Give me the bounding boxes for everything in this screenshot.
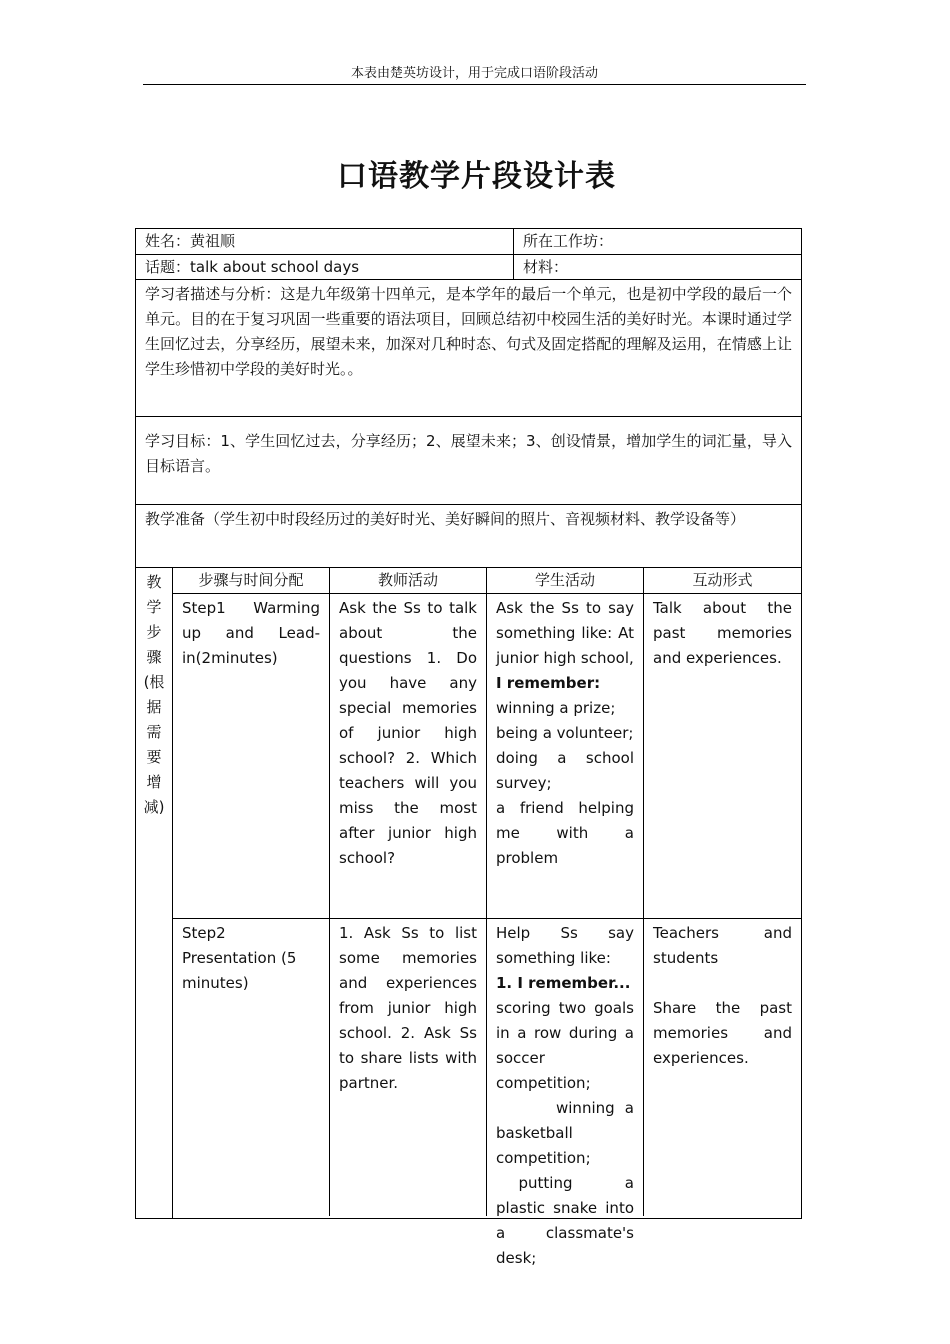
column-header-interaction: 互动形式 — [692, 571, 753, 589]
materials-field: 材料： — [523, 258, 569, 276]
column-header-teacher: 教师活动 — [330, 568, 487, 593]
teaching-steps-section — [136, 568, 801, 1267]
step2-student-bold: 1. I remember... — [496, 974, 631, 992]
step2-teacher-cell: 1. Ask Ss to list some memories and experiences from junior high school. 2. Ask Ss to share lists with partner. — [330, 919, 487, 1216]
column-header-row — [173, 568, 801, 594]
side-char: 据 — [146, 698, 162, 716]
learning-objectives: 学习目标：1、学生回忆过去，分享经历；2、展望未来；3、创设情景，增加学生的词汇量，导入目标语言。 — [145, 432, 792, 475]
step2-student-item: putting a plastic snake into a classmate's desk; — [496, 1174, 634, 1267]
side-char: 教 — [146, 573, 162, 591]
spacer — [653, 971, 792, 996]
workshop-field: 所在工作坊： — [523, 232, 614, 250]
side-char: 需 — [146, 723, 162, 741]
side-char: 骤 — [146, 648, 162, 666]
side-char: 增 — [146, 773, 162, 791]
step1-teacher-cell: Ask the Ss to talk about the questions 1. Do you have any special memories of junior high school? 2. Which teachers will you miss the most after junior high school? — [330, 594, 487, 918]
design-table — [135, 228, 802, 1267]
info-row-2 — [136, 255, 801, 280]
column-header-step: 步骤与时间分配 — [173, 568, 330, 593]
step1-student-item: doing a school survey; — [496, 749, 634, 792]
step1-step-cell: Step1 Warming up and Lead-in(2minutes) — [173, 594, 330, 918]
teaching-preparation: 教学准备（学生初中时段经历过的美好时光、美好瞬间的照片、音视频材料、教学设备等） — [145, 510, 746, 528]
step1-student-item: winning a prize; — [496, 699, 616, 717]
step2-student-item: winning a basketball competition; — [496, 1099, 634, 1167]
step1-row — [173, 594, 801, 919]
preparation-row — [136, 505, 801, 568]
step1-student-item: a friend helping me with a problem — [496, 799, 634, 867]
side-char: 减) — [143, 798, 165, 816]
side-char: (根 — [143, 673, 165, 691]
side-char: 学 — [146, 598, 162, 616]
step1-student-cell — [487, 594, 644, 918]
step1-student-intro: Ask the Ss to say something like: At junior high school, — [496, 599, 634, 667]
topic-field: 话题：talk about school days — [136, 255, 514, 279]
step1-student-bold: I remember: — [496, 674, 601, 692]
learner-analysis: 学习者描述与分析：这是九年级第十四单元，是本学年的最后一个单元，也是初中学段的最后一个单元。目的在于复习巩固一些重要的语法项目，回顾总结初中校园生活的美好时光。本课时通过学生回忆过去，分享经历，展望未来，加深对几种时态、句式及固定搭配的理解及运用，在情感上让学生珍惜初中学段的美好时光。。 — [145, 285, 792, 378]
page-header-note: 本表由楚英坊设计，用于完成口语阶段活动 — [143, 64, 806, 85]
document-title: 口语教学片段设计表 — [337, 159, 616, 194]
step2-interaction-2: Share the past memories and experiences. — [653, 999, 792, 1067]
step2-student-item: scoring two goals in a row during a soccer competition; — [496, 999, 634, 1092]
objectives-row — [136, 417, 801, 505]
analysis-row — [136, 280, 801, 417]
step2-row — [173, 919, 801, 1267]
side-char: 步 — [146, 623, 162, 641]
side-char: 要 — [146, 748, 162, 766]
step1-interaction-cell: Talk about the past memories and experiences. — [653, 599, 792, 667]
step2-step-cell: Step2 Presentation (5 minutes) — [173, 919, 330, 1216]
step2-interaction-1: Teachers and students — [653, 924, 792, 967]
step2-student-intro: Help Ss say something like: — [496, 924, 634, 967]
info-row-1 — [136, 229, 801, 255]
step2-interaction-cell — [644, 919, 801, 1216]
steps-side-label — [136, 568, 173, 1218]
step2-student-cell — [487, 919, 644, 1267]
step1-student-item: being a volunteer; — [496, 724, 634, 742]
teacher-name: 姓名：黄祖顺 — [136, 229, 514, 254]
steps-grid — [173, 568, 801, 1267]
column-header-student: 学生活动 — [487, 568, 644, 593]
